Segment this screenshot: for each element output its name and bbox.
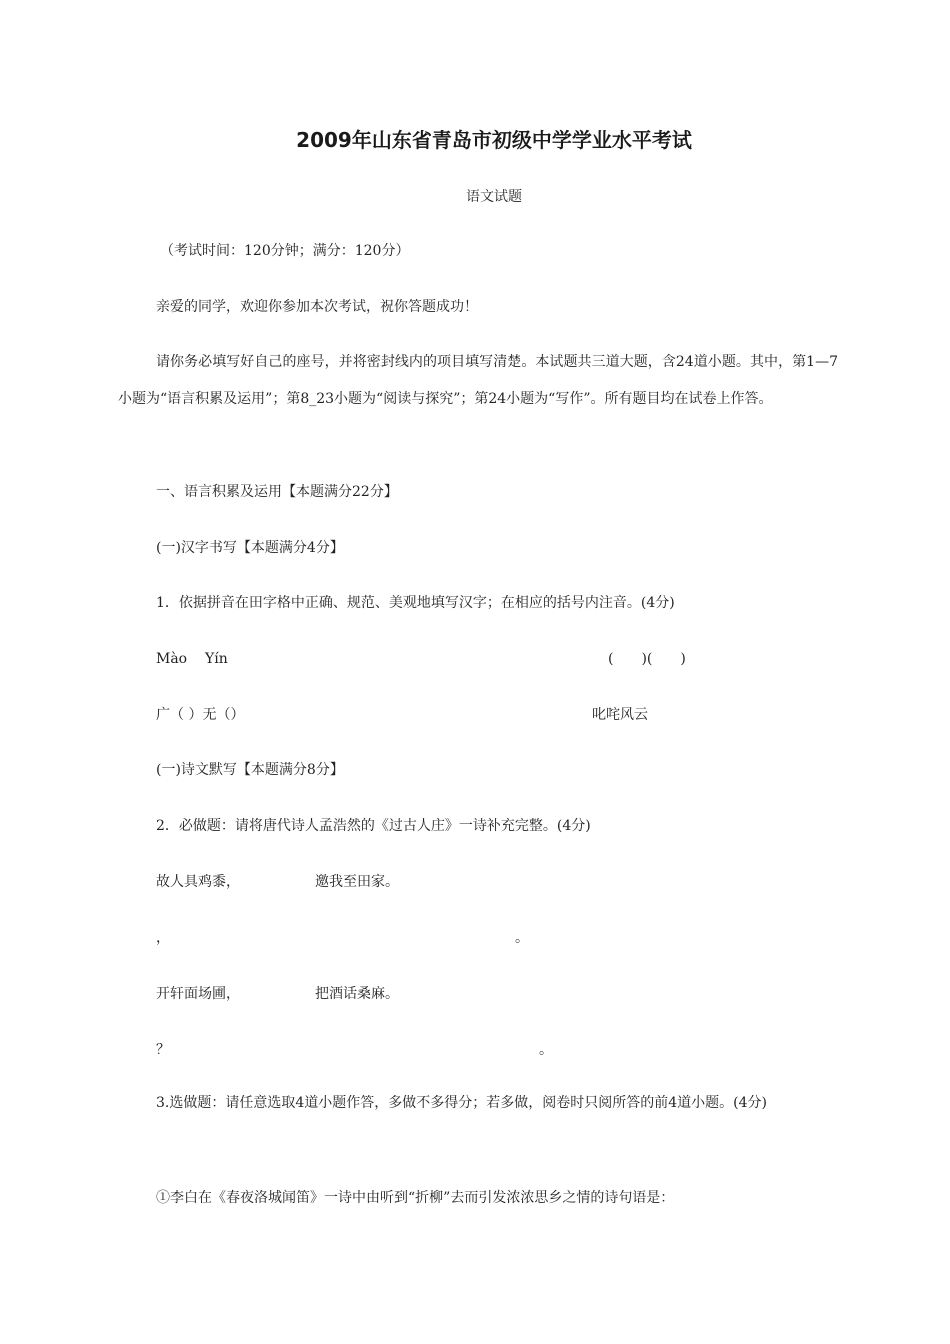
greeting: 亲爱的同学，欢迎你参加本次考试，祝你答题成功！ [156, 299, 478, 315]
pinyin-2: Yín [205, 651, 228, 667]
question-1: 1．依据拼音在田字格中正确、规范、美观地填写汉字；在相应的括号内注音。(4分) [156, 595, 675, 611]
phrase-2: 叱咤风云 [592, 707, 648, 723]
subject-subtitle: 语文试题 [466, 189, 522, 205]
poem-blank-1-comma[interactable]: ， [156, 930, 170, 946]
answer-paren-blanks[interactable]: ( )( ) [608, 651, 686, 667]
part-heading-poetry: (一)诗文默写【本题满分8分】 [156, 762, 344, 778]
section-heading-1: 一、语言积累及运用【本题满分22分】 [156, 484, 398, 500]
pinyin-1: Mào [156, 651, 188, 667]
exam-info: （考试时间：120分钟；满分：120分） [160, 243, 410, 259]
poem-blank-1-period[interactable]: 。 [515, 930, 529, 946]
page-title: 2009年山东省青岛市初级中学学业水平考试 [296, 128, 692, 152]
instructions: 请你务必填写好自己的座号，并将密封线内的项目填写清楚。本试题共三道大题，含24道小题。其中，第1—7小题为“语言积累及运用”；第8_23小题为“阅读与探究”；第24小题为“写作”。所有题目均在试卷上作答。 [118, 354, 838, 407]
poem-line-1a: 故人具鸡黍， [156, 874, 240, 890]
poem-line-1b: 邀我至田家。 [315, 874, 399, 890]
part-heading-hanzi: (一)汉字书写【本题满分4分】 [156, 540, 344, 556]
question-3-item-1: ①李白在《春夜洛城闻笛》一诗中由听到“折柳”去而引发浓浓思乡之情的诗句语是： [156, 1190, 675, 1206]
poem-line-3b: 把酒话桑麻。 [315, 986, 399, 1002]
question-2: 2．必做题：请将唐代诗人孟浩然的《过古人庄》一诗补充完整。(4分) [156, 818, 591, 834]
poem-blank-2-period[interactable]: 。 [539, 1042, 553, 1058]
poem-blank-2-question[interactable]: ？ [156, 1042, 170, 1058]
question-3: 3.选做题：请任意选取4道小题作答，多做不多得分；若多做，阅卷时只阅所答的前4道小题。(4分) [156, 1095, 768, 1111]
poem-line-3a: 开轩面场圃， [156, 986, 240, 1002]
phrase-1: 广（ ）无（） [156, 707, 245, 723]
